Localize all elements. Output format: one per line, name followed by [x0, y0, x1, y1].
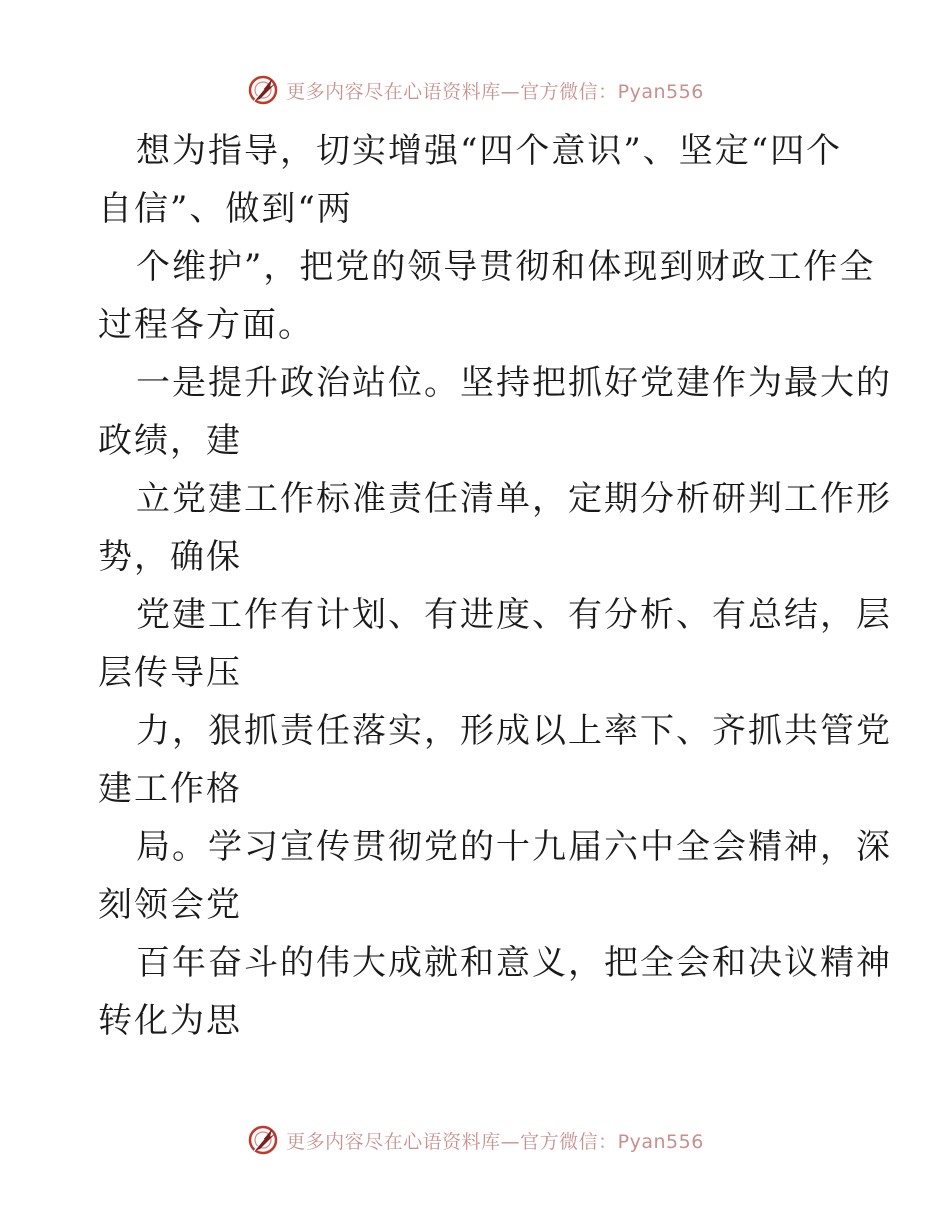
paragraph-line: 立党建工作标准责任清单，定期分析研判工作形 — [136, 479, 892, 519]
document-body — [98, 122, 892, 1050]
paragraph-line: 自信”、做到“两 — [98, 189, 353, 229]
paragraph-line: 过程各方面。 — [98, 305, 314, 345]
footer-banner — [0, 1120, 950, 1160]
paragraph-line: 刻领会党 — [98, 885, 242, 925]
paragraph-line: 层传导压 — [98, 653, 242, 693]
paragraph-line: 力，狠抓责任落实，形成以上率下、齐抓共管党 — [136, 711, 892, 751]
feather-pen-logo-icon — [246, 1123, 280, 1157]
paragraph-line: 想为指导，切实增强“四个意识”、坚定“四个 — [136, 131, 843, 171]
paragraph-line: 党建工作有计划、有进度、有分析、有总结，层 — [136, 595, 892, 635]
paragraph-line: 局。学习宣传贯彻党的十九届六中全会精神，深 — [136, 827, 892, 867]
paragraph-line: 建工作格 — [98, 769, 242, 809]
paragraph-line: 一是提升政治站位。坚持把抓好党建作为最大的 — [136, 363, 892, 403]
paragraph-line: 个维护”，把党的领导贯彻和体现到财政工作全 — [136, 247, 876, 287]
paragraph-line: 转化为思 — [98, 1001, 242, 1041]
paragraph-line: 势，确保 — [98, 537, 242, 577]
feather-pen-logo-icon — [246, 73, 280, 107]
paragraph-line: 政绩，建 — [98, 421, 242, 461]
header-banner — [0, 70, 950, 110]
header-banner-text: 更多内容尽在心语资料库—官方微信：Pyan556 — [286, 80, 704, 103]
footer-banner-text: 更多内容尽在心语资料库—官方微信：Pyan556 — [286, 1130, 704, 1153]
paragraph-line: 百年奋斗的伟大成就和意义，把全会和决议精神 — [136, 943, 892, 983]
